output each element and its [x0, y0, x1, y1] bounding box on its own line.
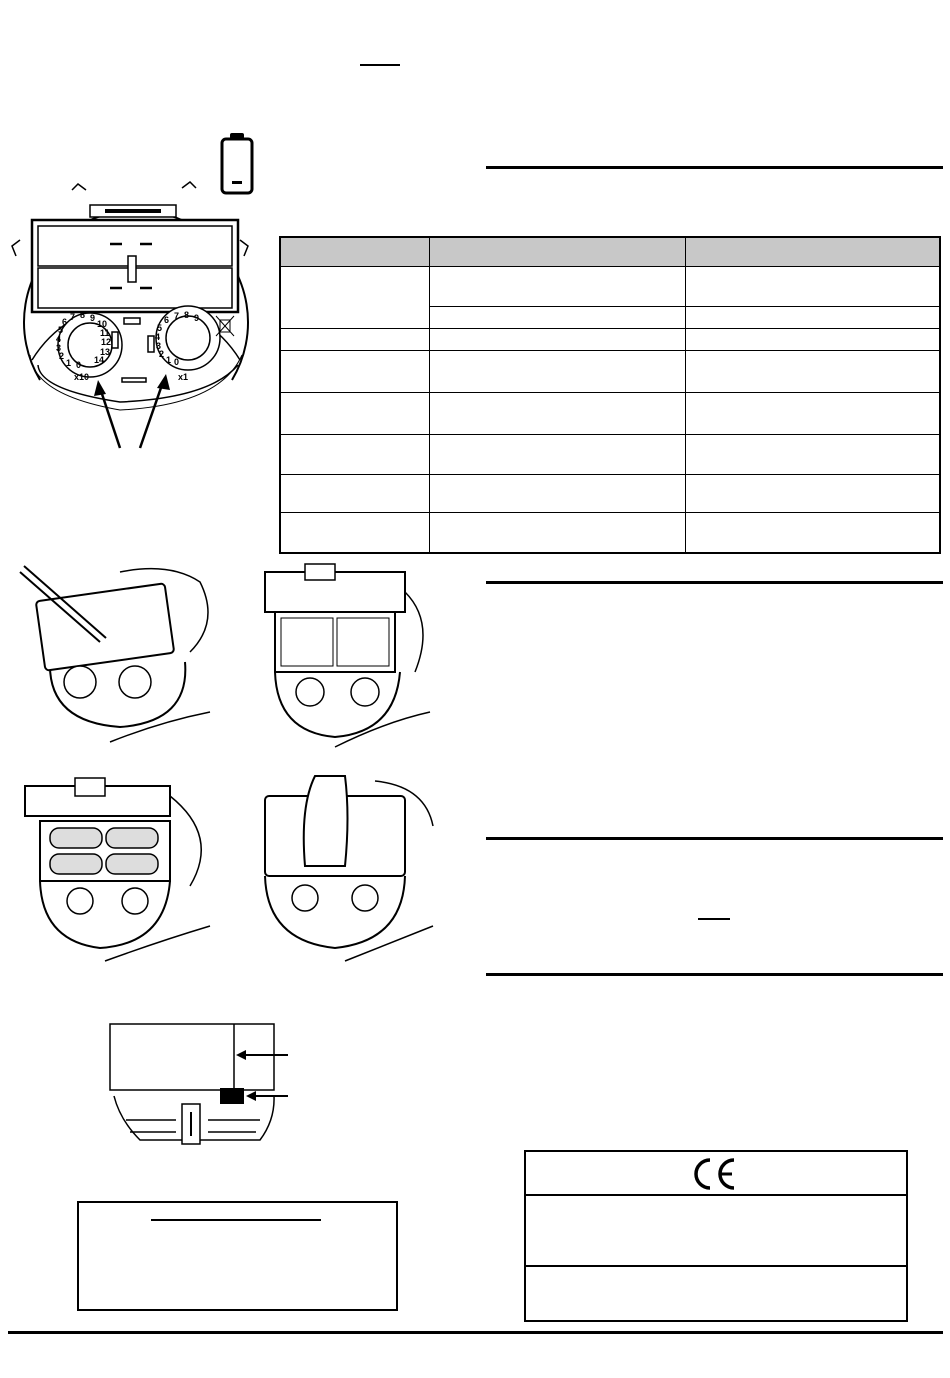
note-box-underline [151, 1219, 321, 1221]
settings-table [279, 236, 941, 554]
dial-digit: 12 [101, 337, 112, 347]
dial-digit: 14 [94, 355, 105, 365]
table-cell [280, 329, 429, 351]
inline-underline [698, 918, 730, 920]
dial-digit: 0 [174, 357, 180, 367]
dial-digit: 13 [100, 347, 111, 357]
dial-digit: 3 [56, 343, 62, 353]
dial-digit: 3 [156, 341, 162, 351]
table-cell [280, 435, 429, 475]
dial-digit: 9 [194, 313, 200, 323]
table-cell [685, 307, 940, 329]
table-cell [280, 393, 429, 435]
top-underline [360, 64, 400, 66]
ce-declaration-box [524, 1150, 908, 1322]
page-footer-rule [8, 1331, 943, 1334]
dial-digit: 11 [100, 328, 110, 338]
table-cell [429, 513, 685, 553]
section-rule [486, 166, 943, 169]
table-cell [685, 513, 940, 553]
table-cell [280, 267, 429, 329]
dial-digit: 5 [157, 323, 163, 333]
ce-box-divider [526, 1265, 906, 1267]
table-header-cell [685, 237, 940, 267]
table-cell [429, 267, 685, 307]
dial-digit: 8 [80, 310, 86, 320]
dial-digit: 1 [66, 358, 72, 368]
section-rule [486, 837, 943, 840]
table-row [280, 351, 940, 393]
table-cell [685, 329, 940, 351]
ce-box-divider [526, 1194, 906, 1196]
dial-right-label: x1 [178, 372, 189, 382]
table-cell [429, 351, 685, 393]
dial-digit: 2 [59, 351, 65, 361]
dial-right-digits [154, 310, 214, 376]
table-cell [685, 351, 940, 393]
dial-left-digits [54, 310, 114, 378]
step-illustration-open-cover [20, 562, 220, 752]
table-cell [429, 393, 685, 435]
dial-left-label: x10 [74, 372, 90, 382]
step-illustration-insert-batteries [20, 776, 220, 966]
ce-mark-icon [692, 1157, 738, 1191]
table-cell [685, 267, 940, 307]
table-cell [280, 351, 429, 393]
dial-digit: 4 [155, 332, 161, 342]
table-row [280, 393, 940, 435]
table-cell [429, 475, 685, 513]
dial-digit: 4 [56, 334, 62, 344]
dial-digit: 6 [164, 315, 170, 325]
table-row [280, 475, 940, 513]
note-box [77, 1201, 398, 1311]
table-cell [280, 513, 429, 553]
weee-bin-icon [216, 316, 234, 336]
dial-digit: 1 [166, 355, 172, 365]
table-cell [685, 435, 940, 475]
table-cell [429, 329, 685, 351]
table-cell [429, 435, 685, 475]
dial-digit: 5 [58, 325, 64, 335]
step-illustration-close-cover [255, 776, 435, 966]
table-row [280, 435, 940, 475]
label-position-diagram [100, 1020, 300, 1160]
table-cell [685, 393, 940, 435]
section-rule [486, 581, 943, 584]
step-illustration-cover-open [255, 562, 435, 752]
table-cell [429, 307, 685, 329]
arrow-icon [246, 1091, 256, 1101]
dial-digit: 7 [70, 312, 76, 322]
dial-digit: 2 [159, 349, 165, 359]
device-diagram [10, 180, 260, 600]
dial-digit: 7 [174, 311, 180, 321]
table-header-cell [429, 237, 685, 267]
table-row [280, 513, 940, 553]
table-header-row [280, 237, 940, 267]
table-cell [685, 475, 940, 513]
table-header-cell [280, 237, 429, 267]
section-rule [486, 973, 943, 976]
dial-digit: 8 [184, 310, 190, 320]
dial-digit: 9 [90, 313, 96, 323]
table-cell [280, 475, 429, 513]
table-row [280, 267, 940, 307]
dial-digit: 6 [62, 317, 68, 327]
dial-digit: 0 [76, 360, 82, 370]
table-row [280, 329, 940, 351]
dial-digit: 10 [97, 319, 108, 329]
